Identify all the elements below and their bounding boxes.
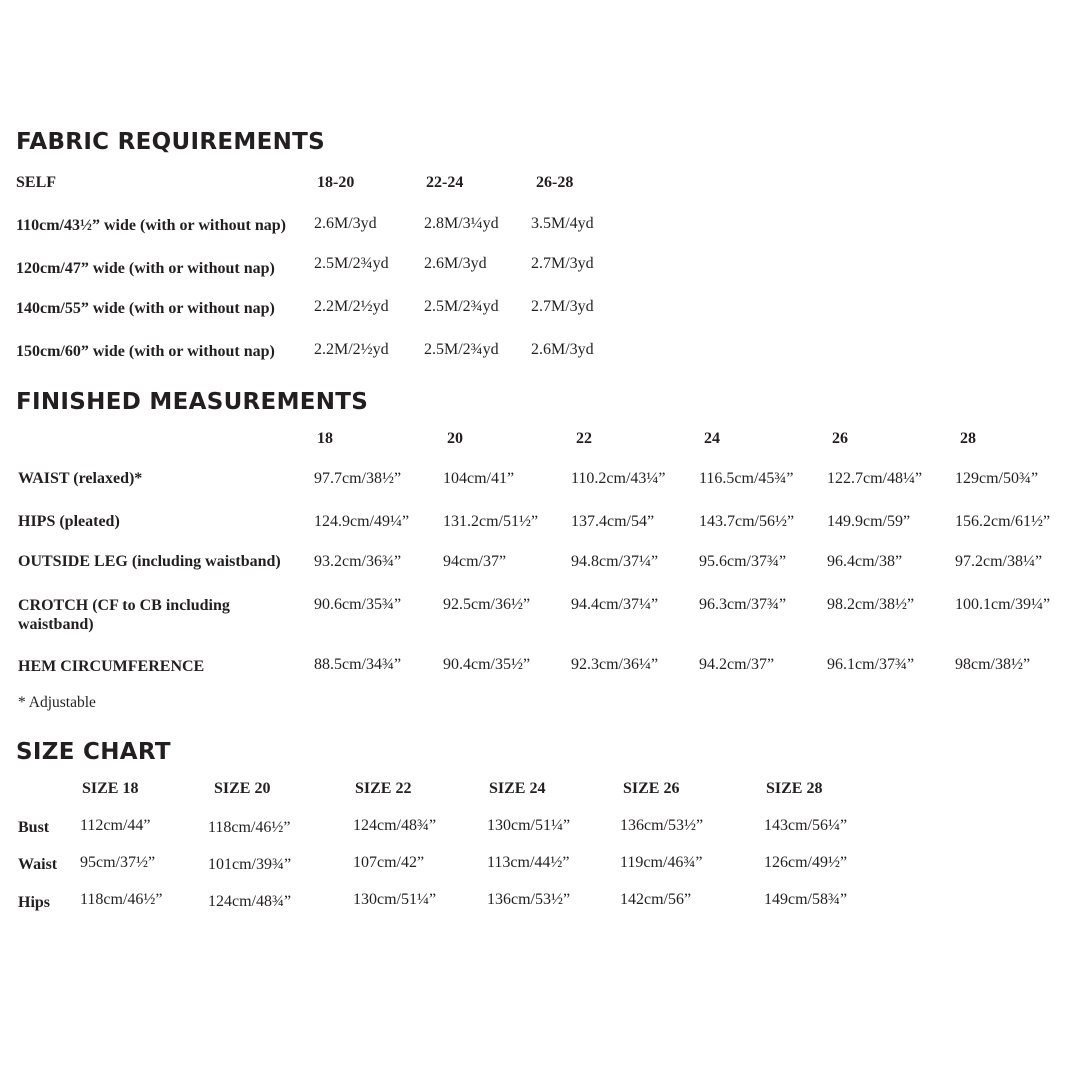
size-col-header: SIZE 20 [214,780,271,797]
fabric-cell: 2.6M/3yd [314,215,377,232]
finished-cell: 156.2cm/61½” [955,513,1051,530]
fabric-cell: 2.6M/3yd [424,255,487,272]
size-cell: 142cm/56” [620,891,692,908]
fabric-cell: 2.7M/3yd [531,298,594,315]
fabric-corner-label: SELF [16,174,57,191]
fabric-row-label: 150cm/60” wide (with or without nap) [16,343,275,360]
size-cell: 130cm/51¼” [487,817,571,834]
fabric-col-header: 18-20 [317,174,355,191]
size-cell: 118cm/46½” [208,819,291,836]
fabric-requirements-heading: FABRIC REQUIREMENTS [16,129,325,155]
finished-cell: 96.3cm/37¾” [699,596,787,613]
fabric-cell: 2.5M/2¾yd [424,341,499,358]
fabric-cell: 3.5M/4yd [531,215,594,232]
size-cell: 130cm/51¼” [353,891,437,908]
finished-row-label: HIPS (pleated) [18,513,120,530]
finished-cell: 116.5cm/45¾” [699,470,794,487]
fabric-cell: 2.2M/2½yd [314,298,389,315]
finished-cell: 129cm/50¾” [955,470,1039,487]
size-cell: 95cm/37½” [80,854,156,871]
finished-cell: 92.3cm/36¼” [571,656,659,673]
size-row-label: Waist [18,856,58,873]
size-cell: 118cm/46½” [80,891,163,908]
finished-cell: 98.2cm/38½” [827,596,915,613]
finished-col-header: 20 [447,430,463,447]
finished-cell: 122.7cm/48¼” [827,470,923,487]
fabric-cell: 2.5M/2¾yd [314,255,389,272]
size-col-header: SIZE 24 [489,780,546,797]
finished-cell: 100.1cm/39¼” [955,596,1051,613]
size-cell: 113cm/44½” [487,854,570,871]
size-chart-heading: SIZE CHART [16,739,171,765]
fabric-row-label: 110cm/43½” wide (with or without nap) [16,217,286,234]
finished-row-label: HEM CIRCUMFERENCE [18,658,205,675]
finished-cell: 96.1cm/37¾” [827,656,915,673]
finished-cell: 93.2cm/36¾” [314,553,402,570]
size-cell: 149cm/58¾” [764,891,848,908]
size-cell: 124cm/48¾” [353,817,437,834]
finished-cell: 90.4cm/35½” [443,656,531,673]
fabric-col-header: 26-28 [536,174,574,191]
footnote: * Adjustable [18,694,96,711]
size-cell: 136cm/53½” [487,891,571,908]
finished-row-label: OUTSIDE LEG (including waistband) [18,553,281,570]
size-cell: 112cm/44” [80,817,151,834]
finished-col-header: 26 [832,430,848,447]
finished-cell: 94.4cm/37¼” [571,596,659,613]
finished-cell: 137.4cm/54” [571,513,655,530]
finished-col-header: 28 [960,430,976,447]
fabric-cell: 2.2M/2½yd [314,341,389,358]
finished-cell: 98cm/38½” [955,656,1031,673]
fabric-col-header: 22-24 [426,174,464,191]
finished-measurements-heading: FINISHED MEASUREMENTS [16,389,369,415]
size-cell: 107cm/42” [353,854,425,871]
finished-cell: 124.9cm/49¼” [314,513,410,530]
size-row-label: Hips [18,894,51,911]
finished-cell: 97.7cm/38½” [314,470,402,487]
finished-cell: 90.6cm/35¾” [314,596,402,613]
fabric-cell: 2.8M/3¼yd [424,215,499,232]
finished-cell: 97.2cm/38¼” [955,553,1043,570]
finished-row-label: CROTCH (CF to CB including waistband) [18,597,230,633]
finished-col-header: 22 [576,430,592,447]
size-col-header: SIZE 28 [766,780,823,797]
size-col-header: SIZE 26 [623,780,680,797]
finished-cell: 95.6cm/37¾” [699,553,787,570]
finished-cell: 94.2cm/37” [699,656,775,673]
finished-cell: 104cm/41” [443,470,515,487]
size-col-header: SIZE 18 [82,780,139,797]
finished-col-header: 18 [317,430,333,447]
size-cell: 126cm/49½” [764,854,848,871]
finished-cell: 149.9cm/59” [827,513,911,530]
size-cell: 124cm/48¾” [208,893,292,910]
size-cell: 101cm/39¾” [208,856,292,873]
finished-cell: 92.5cm/36½” [443,596,531,613]
size-cell: 136cm/53½” [620,817,704,834]
fabric-cell: 2.6M/3yd [531,341,594,358]
fabric-row-label: 120cm/47” wide (with or without nap) [16,260,275,277]
finished-cell: 96.4cm/38” [827,553,903,570]
size-cell: 143cm/56¼” [764,817,848,834]
finished-col-header: 24 [704,430,720,447]
finished-cell: 143.7cm/56½” [699,513,795,530]
finished-cell: 131.2cm/51½” [443,513,539,530]
finished-cell: 94.8cm/37¼” [571,553,659,570]
finished-cell: 88.5cm/34¾” [314,656,402,673]
finished-cell: 94cm/37” [443,553,507,570]
fabric-cell: 2.5M/2¾yd [424,298,499,315]
size-cell: 119cm/46¾” [620,854,703,871]
fabric-row-label: 140cm/55” wide (with or without nap) [16,300,275,317]
finished-row-label: WAIST (relaxed)* [18,470,143,487]
fabric-cell: 2.7M/3yd [531,255,594,272]
finished-cell: 110.2cm/43¼” [571,470,666,487]
size-col-header: SIZE 22 [355,780,412,797]
size-row-label: Bust [18,819,50,836]
